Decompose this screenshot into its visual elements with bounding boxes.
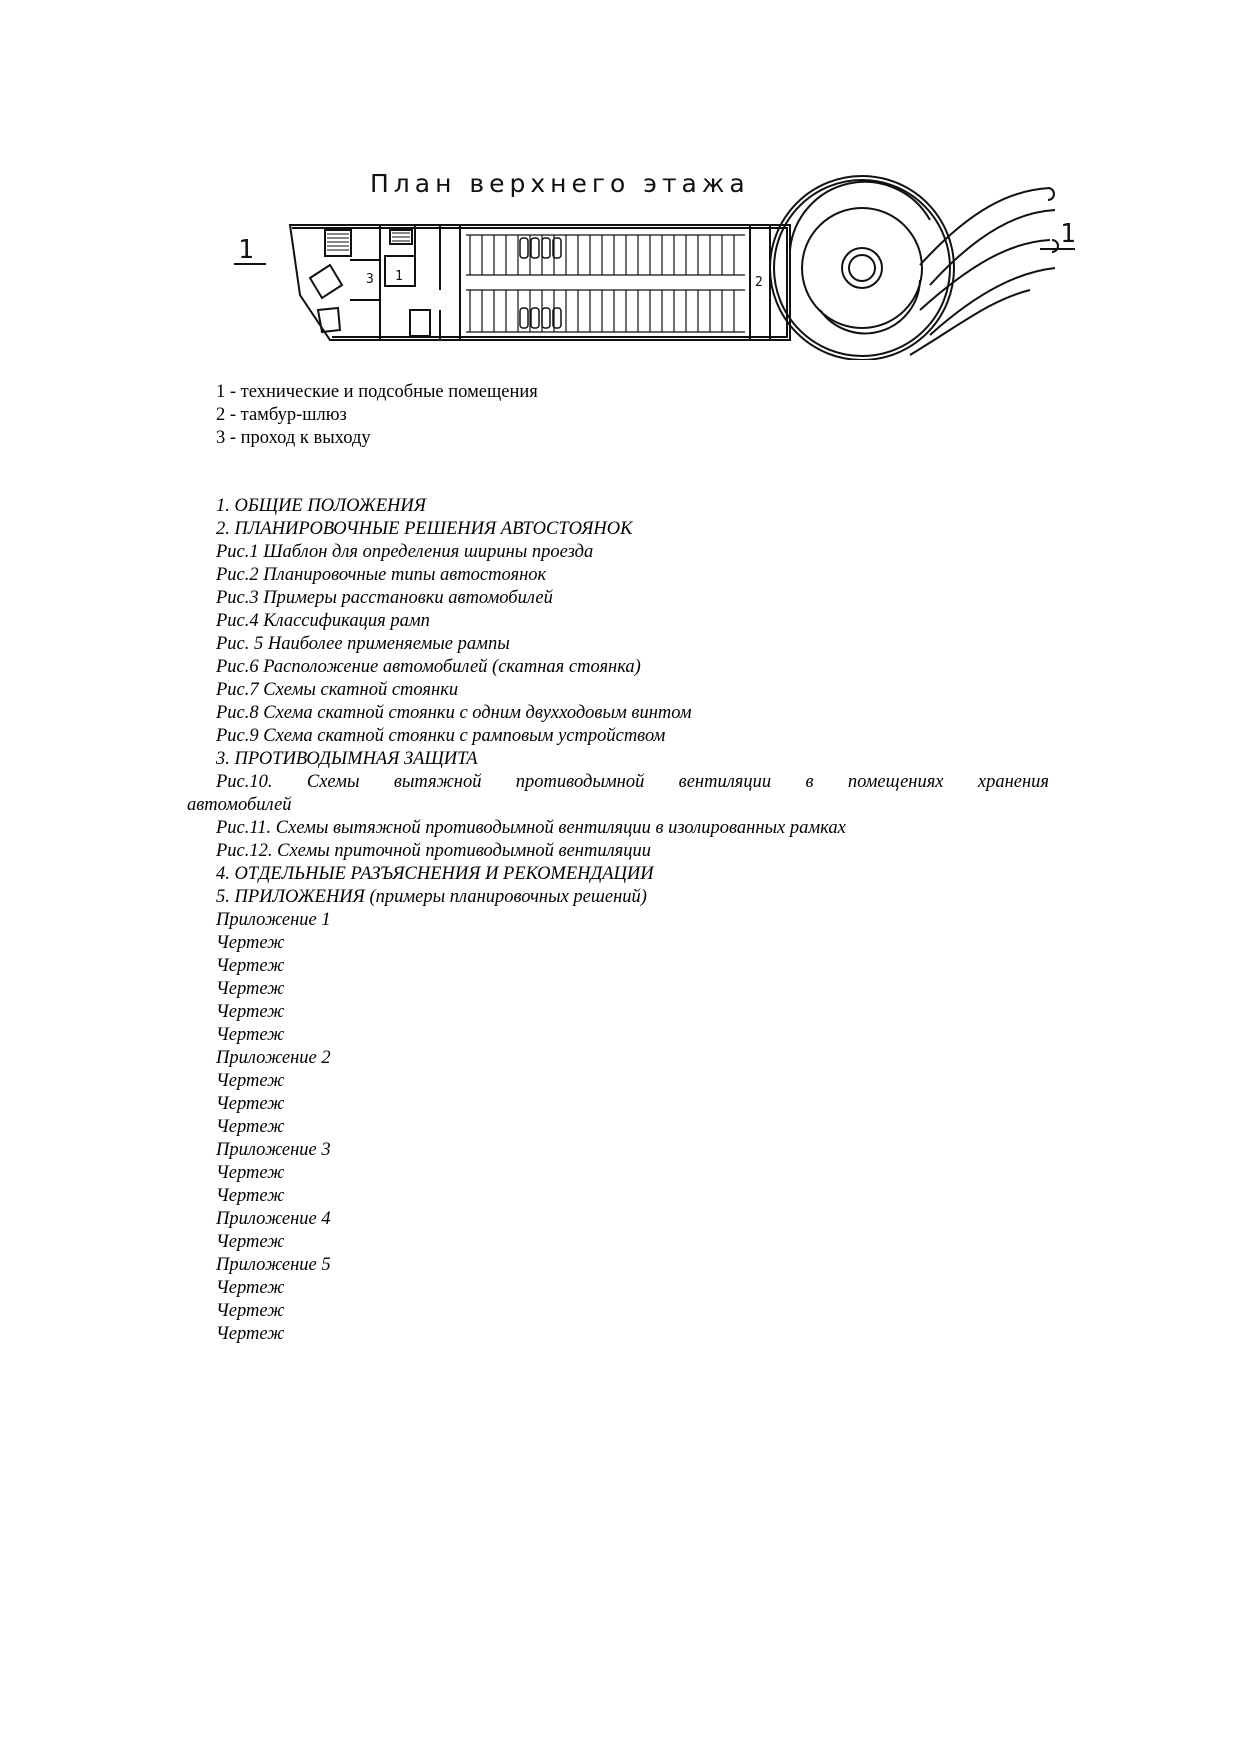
toc-figure-10 [187, 771, 1049, 817]
toc-figure: Рис.12. Схемы приточной противодымной вентиляции [216, 841, 652, 861]
toc-drawing: Чертеж [216, 956, 285, 976]
toc-figure: Рис.7 Схемы скатной стоянки [216, 680, 459, 700]
floor-plan-drawing [230, 160, 1080, 360]
toc-appendix: Приложение 1 [216, 910, 331, 930]
toc-drawing: Чертеж [216, 1301, 285, 1321]
table-of-contents [187, 495, 1049, 1346]
toc-figure: Рис.8 Схема скатной стоянки с одним двухходовым винтом [216, 703, 692, 723]
legend-item: 3 - проход к выходу [216, 428, 371, 448]
floor-plan-figure [230, 160, 1080, 360]
toc-drawing: Чертеж [216, 979, 285, 999]
stair-hatching [327, 233, 410, 250]
toc-drawing: Чертеж [216, 1232, 285, 1252]
toc-drawing: Чертеж [216, 933, 285, 953]
zone-label-2: 2 [755, 275, 763, 290]
zone-label-3: 3 [366, 272, 374, 287]
toc-drawing: Чертеж [216, 1324, 285, 1344]
toc-figure-10-line-1: Рис.10. Схемы вытяжной противодымной вентиляции в помещениях хранения [216, 772, 1049, 792]
figure-legend [216, 381, 538, 450]
toc-appendix: Приложение 3 [216, 1140, 331, 1160]
toc-figure: Рис.11. Схемы вытяжной противодымной вентиляции в изолированных рамках [216, 818, 846, 838]
plan-title: План верхнего этажа [370, 169, 750, 198]
toc-section-5: 5. ПРИЛОЖЕНИЯ (примеры планировочных решений) [216, 887, 647, 907]
toc-drawing: Чертеж [216, 1094, 285, 1114]
toc-drawing: Чертеж [216, 1117, 285, 1137]
toc-figure: Рис.2 Планировочные типы автостоянок [216, 565, 547, 585]
toc-figure: Рис.6 Расположение автомобилей (скатная стоянка) [216, 657, 641, 677]
toc-figure: Рис.1 Шаблон для определения ширины проезда [216, 542, 594, 562]
toc-appendix: Приложение 4 [216, 1209, 331, 1229]
toc-section-1: 1. ОБЩИЕ ПОЛОЖЕНИЯ [216, 496, 426, 516]
toc-figure: Рис.4 Классификация рамп [216, 611, 430, 631]
toc-drawing: Чертеж [216, 1071, 285, 1091]
parking-stalls-top [466, 235, 745, 275]
car-symbols [520, 238, 561, 328]
toc-section-2: 2. ПЛАНИРОВОЧНЫЕ РЕШЕНИЯ АВТОСТОЯНОК [216, 519, 633, 539]
toc-drawing: Чертеж [216, 1278, 285, 1298]
legend-item: 1 - технические и подсобные помещения [216, 382, 538, 402]
toc-figure-10-line-2: автомобилей [187, 795, 292, 815]
building-outline [290, 225, 790, 340]
legend-item: 2 - тамбур-шлюз [216, 405, 347, 425]
spiral-ramp [770, 176, 954, 360]
section-mark-left: 1 [238, 235, 254, 265]
toc-appendix: Приложение 5 [216, 1255, 331, 1275]
toc-figure: Рис.9 Схема скатной стоянки с рамповым устройством [216, 726, 666, 746]
toc-drawing: Чертеж [216, 1186, 285, 1206]
toc-drawing: Чертеж [216, 1163, 285, 1183]
zone-label-1: 1 [395, 269, 403, 284]
toc-appendix: Приложение 2 [216, 1048, 331, 1068]
toc-drawing: Чертеж [216, 1002, 285, 1022]
toc-section-4: 4. ОТДЕЛЬНЫЕ РАЗЪЯСНЕНИЯ И РЕКОМЕНДАЦИИ [216, 864, 654, 884]
toc-figure: Рис. 5 Наиболее применяемые рампы [216, 634, 510, 654]
connecting-ramps [910, 188, 1058, 355]
toc-drawing: Чертеж [216, 1025, 285, 1045]
parking-stalls-bottom [466, 290, 745, 332]
toc-section-3: 3. ПРОТИВОДЫМНАЯ ЗАЩИТА [216, 749, 478, 769]
section-mark-right: 1 [1060, 219, 1076, 249]
toc-figure: Рис.3 Примеры расстановки автомобилей [216, 588, 553, 608]
